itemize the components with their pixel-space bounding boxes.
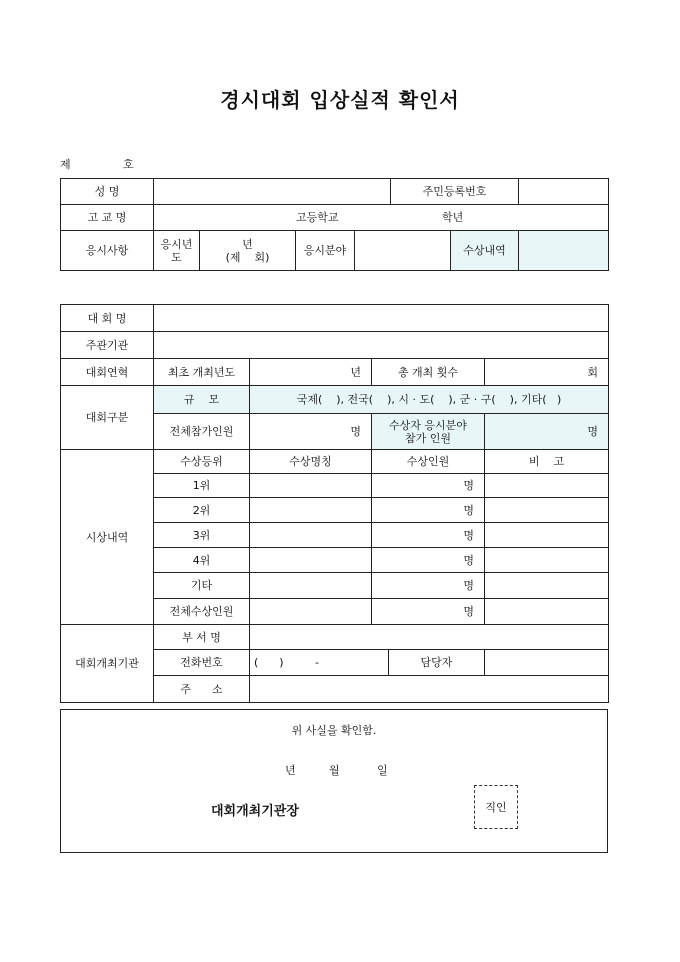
grade-suffix: 학년 bbox=[442, 211, 464, 224]
field-participants-line1: 수상자 응시분야 bbox=[389, 418, 467, 432]
award-rank: 전체수상인원 bbox=[154, 599, 250, 625]
contact-field[interactable] bbox=[485, 650, 609, 676]
name-label: 성 명 bbox=[61, 179, 154, 205]
award-title-field[interactable] bbox=[250, 548, 372, 573]
award-count-field[interactable]: 명 bbox=[372, 498, 485, 523]
award-count-field[interactable]: 명 bbox=[372, 599, 485, 625]
award-count-field[interactable]: 명 bbox=[372, 548, 485, 573]
date-month: 월 bbox=[329, 764, 340, 777]
personal-info-table bbox=[60, 178, 609, 271]
exam-field-label: 응시분야 bbox=[296, 231, 355, 271]
resident-no-label: 주민등록번호 bbox=[391, 179, 519, 205]
award-title-field[interactable] bbox=[250, 523, 372, 548]
award-rank: 3위 bbox=[154, 523, 250, 548]
contest-name-field[interactable] bbox=[154, 305, 609, 332]
award-rank: 4위 bbox=[154, 548, 250, 573]
award-title-field[interactable] bbox=[250, 599, 372, 625]
host-field[interactable] bbox=[154, 332, 609, 359]
award-note-field[interactable] bbox=[485, 573, 609, 599]
category-label: 대회구분 bbox=[61, 386, 154, 450]
award-count-field[interactable]: 명 bbox=[372, 474, 485, 498]
field-participants-label bbox=[372, 414, 485, 450]
award-title-field[interactable] bbox=[250, 573, 372, 599]
doc-no-suffix: 호 bbox=[123, 158, 134, 171]
award-count-field[interactable]: 명 bbox=[372, 573, 485, 599]
seal-box[interactable] bbox=[474, 785, 518, 829]
award-note-field[interactable] bbox=[485, 498, 609, 523]
name-field[interactable] bbox=[154, 179, 391, 205]
award-count-field[interactable]: 명 bbox=[372, 523, 485, 548]
confirm-text: 위 사실을 확인함. bbox=[291, 724, 377, 737]
awards-header-count: 수상인원 bbox=[372, 450, 485, 474]
award-note-field[interactable] bbox=[485, 599, 609, 625]
phone-label: 전화번호 bbox=[154, 650, 250, 676]
history-label: 대회연혁 bbox=[61, 359, 154, 386]
confirmation-box bbox=[60, 709, 608, 853]
first-year-field[interactable]: 년 bbox=[250, 359, 372, 386]
award-note-field[interactable] bbox=[485, 548, 609, 573]
award-rank: 1위 bbox=[154, 474, 250, 498]
scale-options[interactable]: 국제( ), 전국( ), 시 · 도( ), 군 · 구( ), 기타( ) bbox=[250, 386, 609, 414]
school-label: 고 교 명 bbox=[61, 205, 154, 231]
organizer-label: 대회개최기관 bbox=[61, 625, 154, 703]
field-participants-line2: 참가 인원 bbox=[404, 431, 451, 445]
doc-no-prefix: 제 bbox=[60, 158, 71, 171]
dept-label: 부 서 명 bbox=[154, 625, 250, 650]
dept-field[interactable] bbox=[250, 625, 609, 650]
total-participants-label: 전체참가인원 bbox=[154, 414, 250, 450]
host-label: 주관기관 bbox=[61, 332, 154, 359]
award-label: 수상내역 bbox=[451, 231, 519, 271]
total-participants-field[interactable]: 명 bbox=[250, 414, 372, 450]
contest-info-table bbox=[60, 304, 609, 703]
award-rank: 2위 bbox=[154, 498, 250, 523]
award-title-field[interactable] bbox=[250, 498, 372, 523]
awards-header-title: 수상명칭 bbox=[250, 450, 372, 474]
awards-header-note: 비 고 bbox=[485, 450, 609, 474]
award-field[interactable] bbox=[519, 231, 609, 271]
award-rank: 기타 bbox=[154, 573, 250, 599]
exam-year-field[interactable] bbox=[200, 231, 296, 271]
address-label: 주 소 bbox=[154, 676, 250, 703]
awards-label: 시상내역 bbox=[61, 450, 154, 625]
exam-label: 응시사항 bbox=[61, 231, 154, 271]
scale-label: 규 모 bbox=[154, 386, 250, 414]
resident-no-field[interactable] bbox=[519, 179, 609, 205]
contest-name-label: 대 회 명 bbox=[61, 305, 154, 332]
exam-field-value[interactable] bbox=[355, 231, 451, 271]
total-count-label: 총 개최 횟수 bbox=[372, 359, 485, 386]
award-note-field[interactable] bbox=[485, 474, 609, 498]
field-participants-field[interactable]: 명 bbox=[485, 414, 609, 450]
total-count-field[interactable]: 회 bbox=[485, 359, 609, 386]
page-title: 경시대회 입상실적 확인서 bbox=[220, 88, 460, 112]
award-title-field[interactable] bbox=[250, 474, 372, 498]
contact-label: 담당자 bbox=[389, 650, 485, 676]
date-day: 일 bbox=[377, 764, 388, 777]
address-field[interactable] bbox=[250, 676, 609, 703]
round-unit: (제 회) bbox=[225, 250, 270, 264]
year-unit: 년 bbox=[242, 237, 253, 251]
school-suffix: 고등학교 bbox=[296, 211, 339, 224]
seal-label: 직인 bbox=[485, 801, 507, 814]
awards-header-rank: 수상등위 bbox=[154, 450, 250, 474]
organizer-head: 대회개최기관장 bbox=[211, 804, 299, 819]
school-field[interactable] bbox=[154, 205, 609, 231]
date-year: 년 bbox=[285, 764, 296, 777]
exam-year-label: 응시년도 bbox=[154, 231, 200, 271]
first-year-label: 최초 개최년도 bbox=[154, 359, 250, 386]
phone-field[interactable]: ( ) - bbox=[250, 650, 389, 676]
award-note-field[interactable] bbox=[485, 523, 609, 548]
